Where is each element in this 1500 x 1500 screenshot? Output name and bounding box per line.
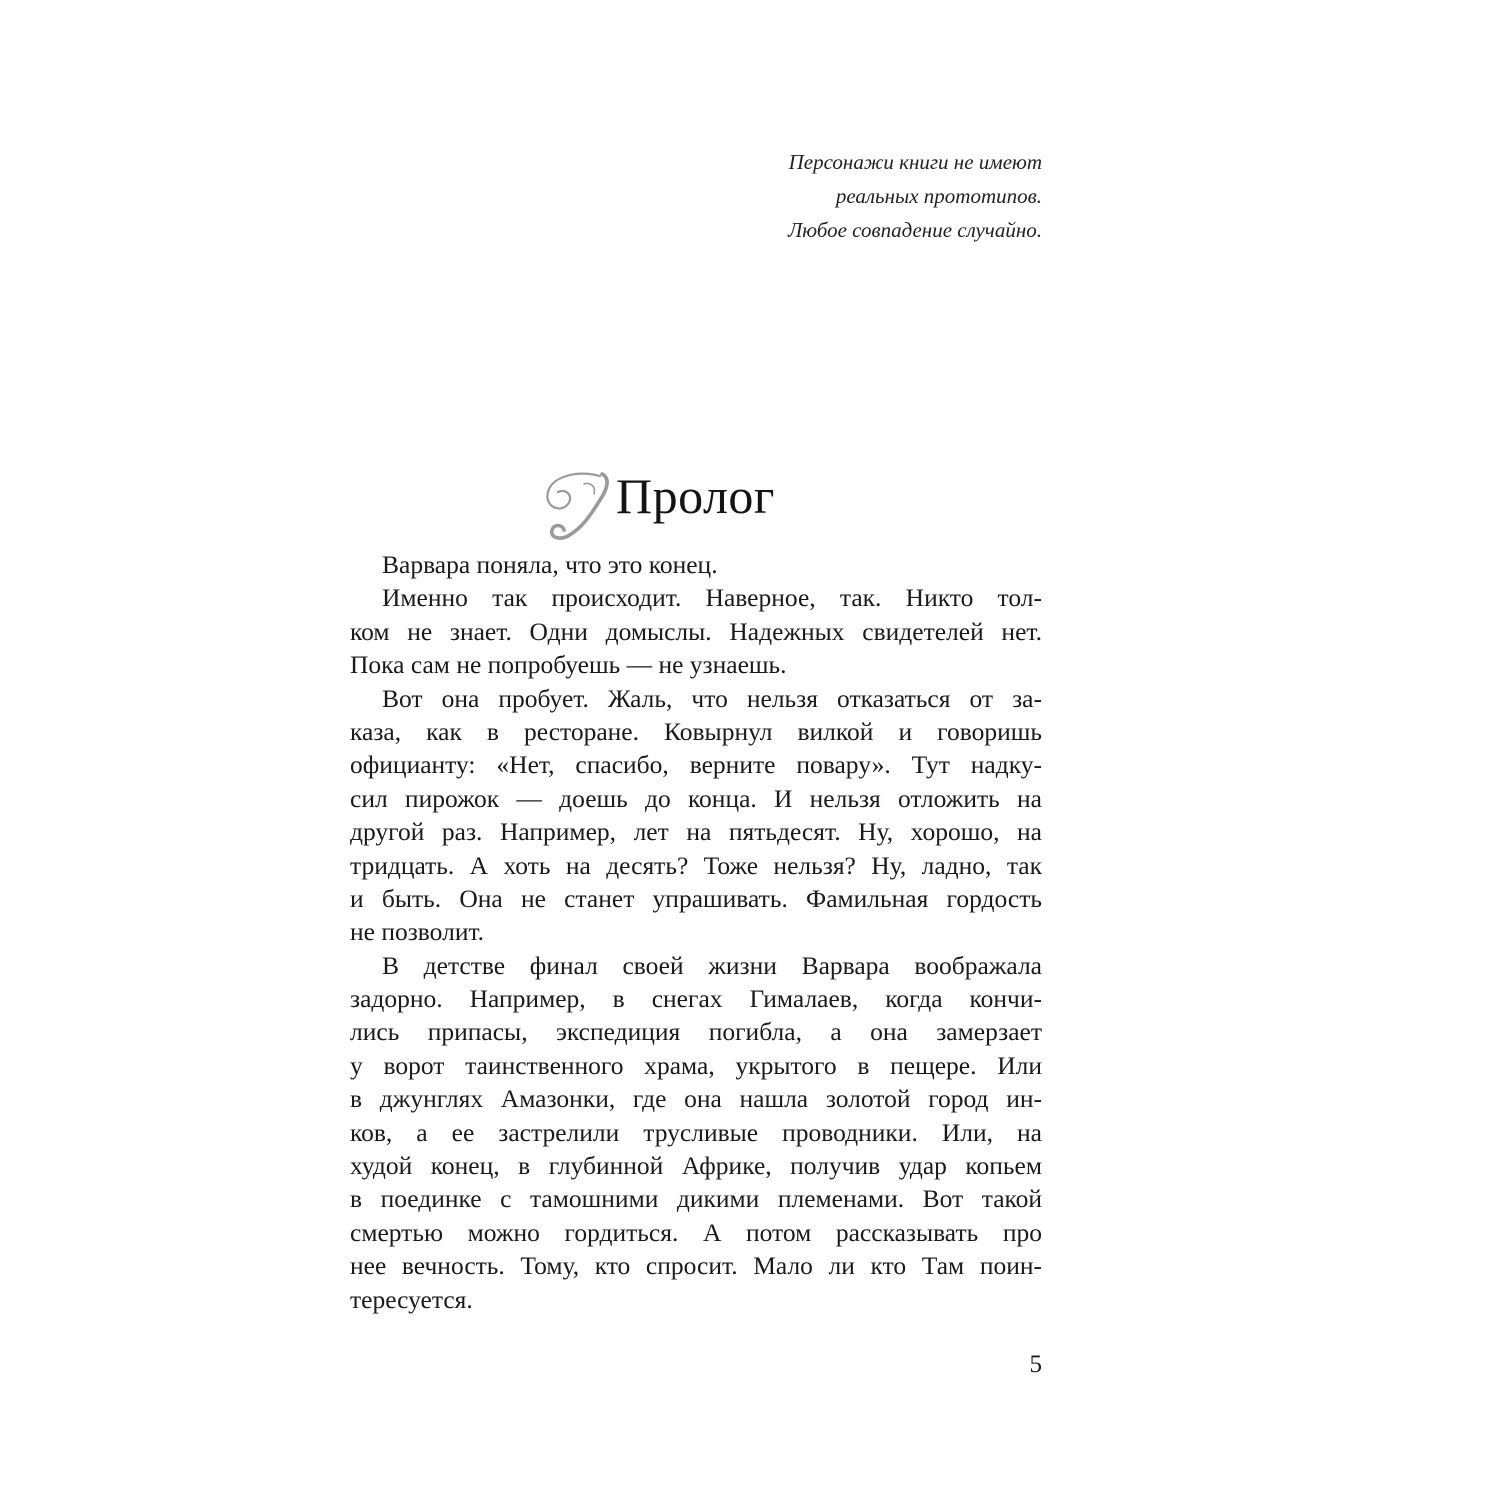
text-line: задорно. Например, в снегах Гималаев, когда кончи- xyxy=(350,984,1042,1014)
text-line: каза, как в ресторане. Ковырнул вилкой и говоришь xyxy=(350,716,1042,746)
swirl-ornament-icon xyxy=(538,466,618,542)
text-line: другой раз. Например, лет на пятьдесят. Ну, хорошо, на xyxy=(350,817,1042,847)
text-line: у ворот таинственного храма, укрытого в пещере. Или xyxy=(350,1050,1042,1080)
text-line: Варвара поняла, что это конец. xyxy=(382,550,718,579)
text-line: тридцать. А хоть на десять? Тоже нельзя? Ну, ладно, так xyxy=(350,850,1042,880)
body-text xyxy=(350,548,1042,1316)
text-line: сил пирожок — доешь до конца. И нельзя отложить на xyxy=(350,783,1042,813)
text-line: Пока сам не попробуешь — не узнаешь. xyxy=(350,650,787,680)
page-number: 5 xyxy=(1029,1351,1042,1378)
text-line: ком не знает. Одни домыслы. Надежных свидетелей нет. xyxy=(350,616,1042,646)
epigraph-line: реальных прототипов. xyxy=(835,184,1042,208)
text-line: в поединке с тамошними дикими племенами. Вот такой xyxy=(350,1184,1042,1214)
text-line: официанту: «Нет, спасибо, верните повару». Тут надку- xyxy=(350,750,1042,780)
chapter-title: Пролог xyxy=(616,468,775,524)
epigraph xyxy=(700,145,1042,247)
epigraph-line: Любое совпадение случайно. xyxy=(788,218,1042,242)
text-line: лись припасы, экспедиция погибла, а она замерзает xyxy=(350,1017,1042,1047)
text-line: нее вечность. Тому, кто спросит. Мало ли кто Там поин- xyxy=(350,1251,1042,1281)
text-line: худой конец, в глубинной Африке, получив удар копьем xyxy=(350,1151,1042,1181)
text-line: Вот она пробует. Жаль, что нельзя отказаться от за- xyxy=(382,683,1042,713)
text-line: В детстве финал своей жизни Варвара воображала xyxy=(382,950,1042,980)
text-line: и быть. Она не станет упрашивать. Фамильная гордость xyxy=(350,883,1042,913)
text-line: Именно так происходит. Наверное, так. Никто тол- xyxy=(382,583,1042,613)
text-line: в джунглях Амазонки, где она нашла золотой город ин- xyxy=(350,1084,1042,1114)
chapter-heading xyxy=(380,452,1040,542)
text-line: тересуется. xyxy=(350,1284,473,1314)
text-line: не позволит. xyxy=(350,917,485,947)
text-line: ков, а ее застрелили трусливые проводники. Или, на xyxy=(350,1117,1042,1147)
text-line: смертью можно гордиться. А потом рассказывать про xyxy=(350,1217,1042,1247)
epigraph-line: Персонажи книги не имеют xyxy=(788,150,1042,174)
